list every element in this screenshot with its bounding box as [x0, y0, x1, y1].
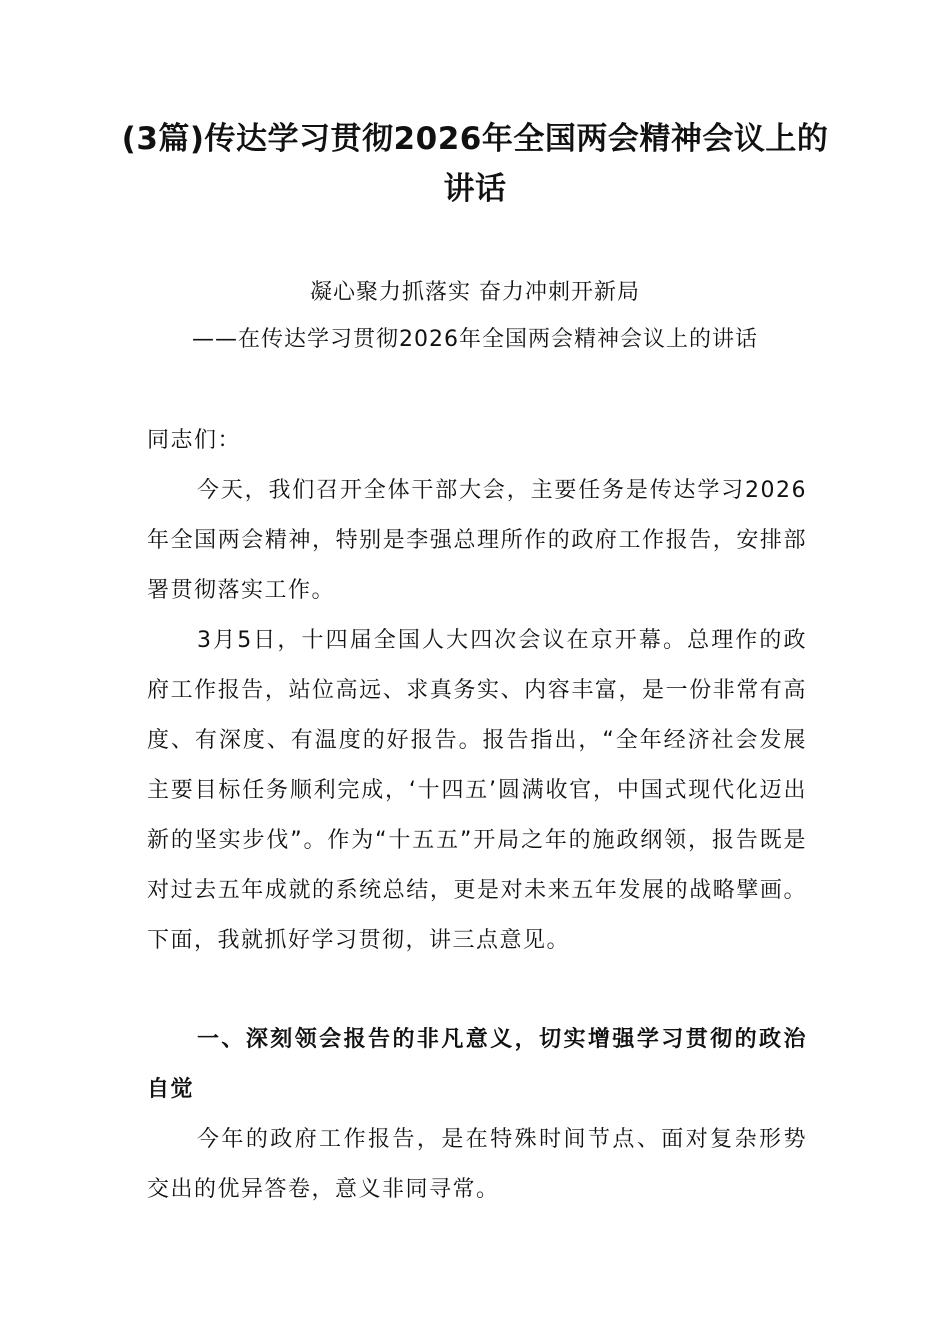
salutation: 同志们：	[147, 428, 242, 453]
section-paragraph-1: 今年的政府工作报告，是在特殊时间节点、面对复杂形势交出的优异答卷，意义非同寻常。	[147, 1127, 807, 1202]
document-title: (3篇)传达学习贯彻2026年全国两会精神会议上的讲话	[121, 121, 829, 207]
paragraph-report-summary: 3月5日，十四届全国人大四次会议在京开幕。总理作的政府工作报告，站位高远、求真务实、内容丰富，是一份非常有高度、有深度、有温度的好报告。报告指出，“全年经济社会发展主要目标任务顺利完成，‘十四五’圆满收官，中国式现代化迈出新的坚实步伐”。作为“十五五”开局之年的施政纲领，报告既是对过去五年成就的系统总结，更是对未来五年发展的战略擘画。下面，我就抓好学习贯彻，讲三点意见。	[147, 628, 807, 953]
subtitle-main: 凝心聚力抓落实 奋力冲刺开新局	[310, 280, 640, 305]
section-heading-1: 一、深刻领会报告的非凡意义，切实增强学习贯彻的政治自觉	[147, 1027, 807, 1102]
subtitle-sub: ——在传达学习贯彻2026年全国两会精神会议上的讲话	[192, 327, 758, 352]
paragraph-intro: 今天，我们召开全体干部大会，主要任务是传达学习2026年全国两会精神，特别是李强总理所作的政府工作报告，安排部署贯彻落实工作。	[147, 478, 807, 603]
